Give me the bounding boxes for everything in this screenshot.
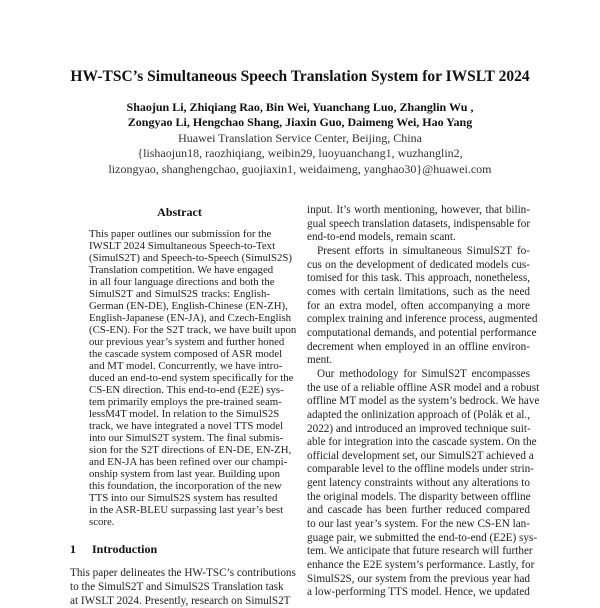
text-line: TTS into our SimulS2S system has resulted (89, 492, 278, 504)
text-line: IWSLT 2024 Simultaneous Speech-to-Text (89, 240, 276, 252)
text-line: official development set, our SimulS2T achieved a (307, 449, 534, 462)
text-line: tomised for this task. This approach, nonetheless, (307, 272, 530, 285)
text-line: score. (89, 516, 115, 528)
text-line: our previous year’s system and further honed (89, 336, 285, 348)
text-line: in the ASR-BLEU surpassing last year’s best (89, 504, 284, 516)
introduction-body (70, 566, 296, 608)
paragraph (307, 204, 530, 245)
text-line: offline MT model as the system’s bedrock. We have (307, 395, 540, 408)
author-emails: {lishaojun18, raozhiqiang, weibin29, luoyuanchang1, wuzhanglin2, (137, 146, 463, 161)
text-line: end-to-end models, remain scant. (307, 231, 456, 244)
author-emails: lizongyao, shanghengchao, guojiaxin1, weidaimeng, yanghao30}@huawei.com (108, 161, 492, 176)
text-line: SimulS2T and SimulS2S tracks: English- (89, 288, 270, 300)
text-line: Present efforts in simultaneous SimulS2T fo- (317, 244, 530, 257)
text-line: cus on the development of dedicated models cus- (307, 258, 530, 271)
text-line: to our last year’s system. For the new CS-EN lan- (307, 518, 530, 531)
text-line: in all four language directions and both the (89, 276, 275, 288)
text-line: German (EN-DE), English-Chinese (EN-ZH), (89, 300, 288, 312)
text-line: gual speech translation datasets, indispensable for (307, 217, 531, 230)
text-line: to the SimulS2T and SimulS2S Translation task (70, 581, 284, 593)
text-line: the use of a reliable offline ASR model and a robust (307, 381, 540, 394)
text-line: decrement when employed in an offline environ- (307, 340, 530, 353)
paragraph (89, 228, 297, 528)
text-line: lessM4T model. In relation to the SimulS2S (89, 408, 280, 420)
text-line: SimulS2S, our system from the previous year had (307, 572, 530, 585)
text-line: input. It’s worth mentioning, however, that bilin- (307, 204, 530, 216)
paragraph (307, 367, 540, 600)
paper-title: HW-TSC’s Simultaneous Speech Translation System for IWSLT 2024 (70, 68, 530, 85)
text-line: this foundation, the incorporation of the new (89, 480, 282, 492)
text-line: (SimulS2T) and Speech-to-Speech (SimulS2S) (89, 252, 293, 264)
text-line: at IWSLT 2024. Presently, research on SimulS2T (70, 595, 291, 607)
text-line: enhance the E2E system’s performance. Lastly, for (307, 559, 535, 572)
text-line: computational demands, and potential performance (307, 326, 537, 339)
text-line: This paper outlines our submission for the (89, 228, 272, 240)
text-line: Our methodology for SimulS2T encompasses (317, 367, 530, 380)
text-line: into our SimulS2T system. The final submis- (89, 432, 284, 444)
right-column-body (307, 204, 540, 600)
text-line: the cascade system composed of ASR model (89, 348, 283, 360)
text-line: a low-performing TTS model. Hence, we updated (307, 586, 530, 599)
affiliation (0, 131, 600, 177)
text-line: guage pair, we submitted the end-to-end (E2E) sys- (307, 531, 538, 544)
text-line: and cascade has been further reduced compared (307, 504, 530, 517)
text-line: complex training and inference process, augmented (307, 313, 538, 326)
text-line: tem primarily employs the pre-trained seam- (89, 396, 282, 408)
text-line: gent latency constraints without any alterations to (307, 477, 530, 490)
author-line: Zongyao Li, Hengchao Shang, Jiaxin Guo, Daimeng Wei, Hao Yang (127, 115, 473, 130)
author-line: Shaojun Li, Zhiqiang Rao, Bin Wei, Yuanchang Luo, Zhanglin Wu , (126, 100, 474, 114)
text-line: ment. (307, 354, 333, 367)
text-line: English-Japanese (EN-JA), and Czech-English (89, 312, 292, 324)
text-line: duced an end-to-end system specifically for the (89, 372, 294, 384)
paragraph (307, 244, 538, 368)
text-line: Translation competition. We have engaged (89, 264, 274, 276)
text-line: tem. We anticipate that future research will further (307, 545, 533, 558)
text-line: adapted the onlinization approach of (Polák et al., (307, 408, 530, 421)
affiliation-name: Huawei Translation Service Center, Beijing, China (178, 131, 422, 145)
text-line: This paper delineates the HW-TSC’s contributions (70, 567, 296, 579)
text-line: able for integration into the cascade system. On the (307, 436, 537, 449)
abstract-heading: Abstract (157, 205, 202, 219)
text-line: (CS-EN). For the S2T track, we have built upon (89, 324, 297, 336)
text-line: track, we have integrated a novel TTS model (89, 420, 284, 432)
text-line: CS-EN direction. This end-to-end (E2E) sys- (89, 384, 284, 396)
paragraph (70, 566, 296, 608)
text-line: the original models. The disparity between offline (307, 490, 531, 503)
text-line: 2022) and introduced an improved technique suit- (307, 422, 531, 435)
text-line: for an extra model, often accompanying a more (307, 299, 530, 312)
abstract-body (89, 228, 297, 528)
text-line: comes with certain limitations, such as the need (307, 285, 530, 298)
text-line: comparable level to the offline models under strin- (307, 463, 534, 476)
section-heading-introduction (70, 542, 173, 557)
text-line: onship system from last year. Building upon (89, 468, 281, 480)
text-line: and EN-JA has been refined over our champi- (89, 456, 288, 468)
author-list (0, 100, 600, 131)
section-number: 1 (70, 542, 76, 556)
section-title: Introduction (92, 542, 158, 556)
text-line: and MT model. Concurrently, we have intro- (89, 360, 283, 372)
text-line: sion for the S2T directions of EN-DE, EN-ZH, (89, 444, 292, 456)
